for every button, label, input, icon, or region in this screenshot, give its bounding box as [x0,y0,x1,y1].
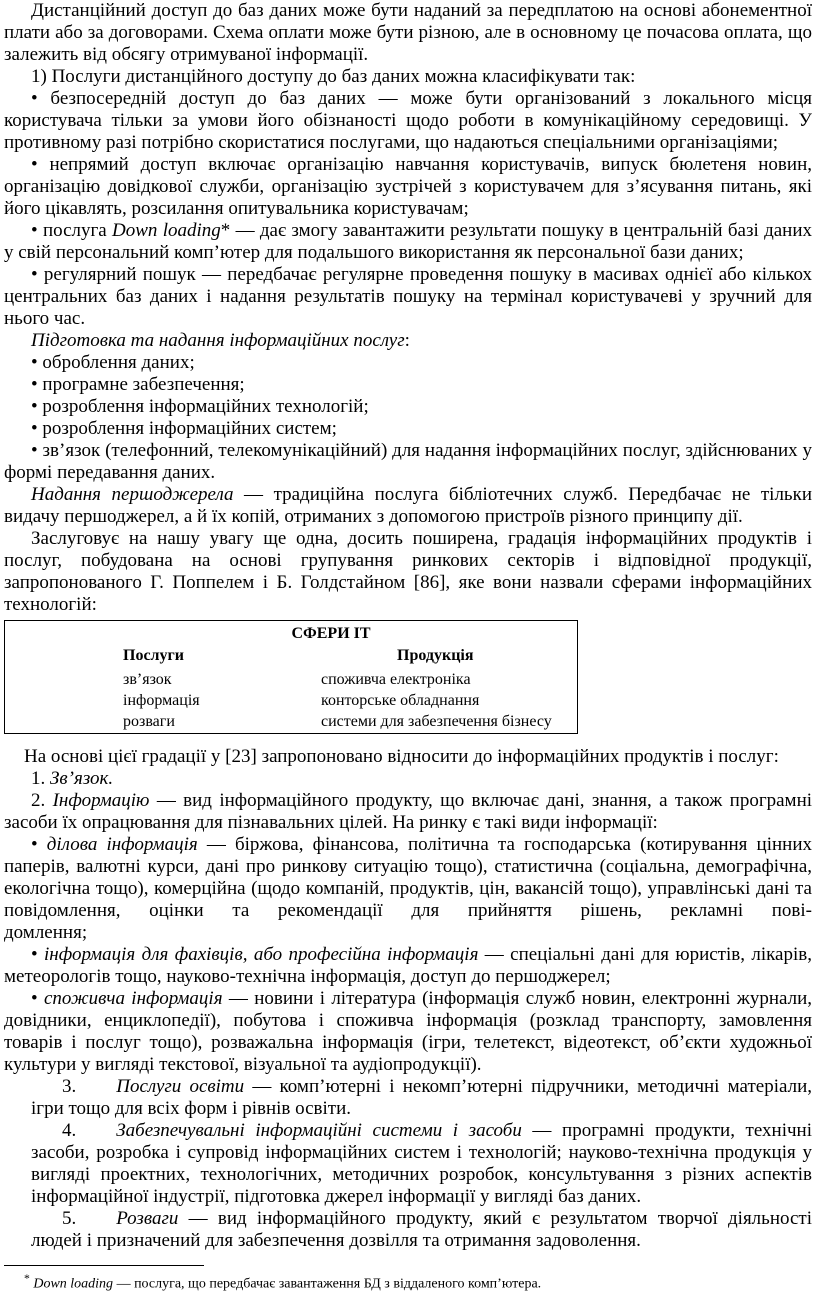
bullet-download: • послуга Down loading* — дає змогу завантажити результати пошуку в центральній базі даних у свій персональний комп’ютер для подальшого використання як персональної бази даних; [4,220,812,264]
bullet-direct-access: • безпосередній доступ до баз даних — може бути організований з локального місця користувача тільки за умови його обізнаності щодо роботи в комунікаційному середовищі. У противному разі потрібно скористатися послугами, що надаються спеціальними організаціями; [4,88,812,154]
table-header-services: Послуги [123,647,185,664]
table-cell: споживча електроніка [321,671,471,688]
bullet-indirect-access: • непрямий доступ включає організацію навчання користувачів, випуск бюлетеня новин, організацію довідкової служби, організацію зустрічей з користувачем для з’ясування питань, які його цікавлять, розсилання опитувальника користувачам; [4,154,812,220]
bullet-professional-info: • інформація для фахівців, або професійна інформація — спеціальні дані для юристів, лікарів, метеорологів тощо, науково-технічна інформація, доступ до першоджерел; [4,944,812,988]
footnote: * Down loading — послуга, що передбачає завантаження БД з віддаленого комп’ютера. [24,1272,542,1292]
paragraph-proposal: На основі цієї градації у [23] запропоновано відносити до інформаційних продуктів і послуг: [24,746,779,767]
list-item: • розроблення інформаційних технологій; [4,396,812,418]
bullet-business-info: • ділова інформація — біржова, фінансова, політична та господарська (котирування цінних паперів, валютні курси, дані про ринкову ситуацію тощо), статистична (соціальна, демографічна, екологічна тощо), комерційна (щодо компаній, продуктів, цін, вакансій тощо), управлінські дані та повідомлення, оцінки та рекомендації для прийняття рішень, рекламні пові- [4,834,812,922]
main-text-top [4,0,812,616]
paragraph-remote-access: Дистанційний доступ до баз даних може бути наданий за передплатою на основі абонементної плати або за договорами. Схема оплати може бути різною, але в основному це почасова оплата, що залежить від обсягу отримуваної інформації. [4,0,812,65]
list-item: • зв’язок (телефонний, телекомунікаційний) для надання інформаційних послуг, здійснюваних у формі передавання даних. [4,440,812,484]
paragraph-gradation: Заслуговує на нашу увагу ще одна, досить поширена, градація інформаційних продуктів і послуг, побудована на основі групування ринкових секторів і відповідної продукції, запропонованого Г. Поппелем і Б. Голдстайном [86], яке вони назвали сферами інформаційних технологій: [4,528,812,615]
paragraph-classification: 1) Послуги дистанційного доступу до баз даних можна класифікувати так: [31,66,636,87]
numbered-item-1: 1. Зв’язок. [31,768,114,789]
list-item: • оброблення даних; [4,352,812,374]
heading-preparation: Підготовка та надання інформаційних послуг: [31,330,410,351]
paragraph-primary-source: Надання першоджерела — традиційна послуга бібліотечних служб. Передбачає не тільки видачу першоджерел, а й їх копій, отриманих з допомогою пристроїв різного принципу дії. [4,484,812,527]
numbered-item-2: 2. Інформацію — вид інформаційного продукту, що включає дані, знання, а також програмні засоби їх опрацювання для пізнавальних цілей. На ринку є такі види інформації: [4,790,813,833]
list-item: • розроблення інформаційних систем; [4,418,812,440]
bullet-business-info-end: домлення; [4,922,88,943]
table-cell: інформація [123,692,200,709]
numbered-item-3: 3. Послуги освіти — комп’ютерні і некомп’ютерні підручники, методичні матеріали, ігри тощо для всіх форм і рівнів освіти. [31,1076,812,1119]
table-header-products: Продукція [397,647,474,664]
table-cell: зв’язок [123,671,172,688]
numbered-item-5: 5. Розваги — вид інформаційного продукту, який є результатом творчої діяльності людей і призначений для забезпечення дозвілля та отримання задоволення. [31,1208,812,1251]
list-item: • програмне забезпечення; [4,374,812,396]
table-cell: конторське обладнання [321,692,480,709]
table-cell: системи для забезпечення бізнесу [321,713,552,730]
table-cell: розваги [123,713,175,730]
main-text-bottom [4,746,812,1252]
footnote-divider [4,1265,204,1266]
numbered-item-4: 4. Забезпечувальні інформаційні системи і засоби — програмні продукти, технічні засоби, розробка і супровід інформаційних систем і технологій; науково-технічна продукція у вигляді проектних, технологічних, методичних розробок, консультування з різних аспектів інформаційної індустрії, підготовка джерел інформації у вигляді баз даних. [31,1120,812,1207]
table-title: СФЕРИ IT [291,625,371,642]
it-spheres-table [4,620,578,734]
bullet-consumer-info: • споживча інформація — новини і література (інформація служб новин, електронні журнали, довідники, енциклопедії), побутова і споживча інформація (розклад транспорту, замовлення товарів і послуг тощо), розважальна інформація (ігри, телетекст, відеотекст, об’єкти художньої культури у вигляді текстової, візуальної та аудіопродукції). [4,988,812,1076]
bullet-regular-search: • регулярний пошук — передбачає регулярне проведення пошуку в масивах однієї або кількох центральних баз даних і надання результатів пошуку на термінал користувачеві у зручний для нього час. [4,264,812,330]
